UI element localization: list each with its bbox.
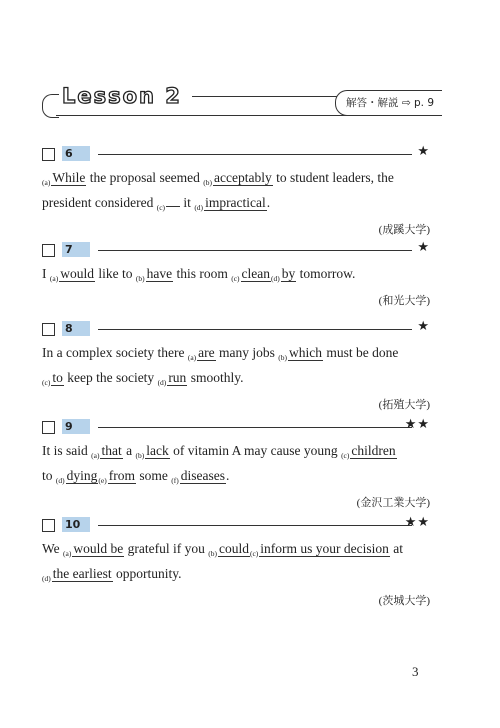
difficulty-stars: ★★ xyxy=(404,515,430,530)
option-label: (b) xyxy=(135,451,145,460)
underlined-option: run xyxy=(168,370,187,385)
problem-header xyxy=(42,419,430,437)
sentence-line xyxy=(42,264,430,289)
sentence-text: . xyxy=(266,195,271,210)
problem-rule xyxy=(98,329,412,330)
sentence-line xyxy=(42,168,430,193)
sentence-text: It is said xyxy=(42,443,92,458)
option-label: (a) xyxy=(187,353,197,362)
option-label: (b) xyxy=(278,353,288,362)
sentence-text: many jobs xyxy=(215,345,279,360)
difficulty-stars: ★★ xyxy=(404,417,430,432)
problem-header xyxy=(42,146,430,164)
underlined-option: which xyxy=(289,345,323,360)
option-label: (c) xyxy=(231,274,240,283)
underlined-option: lack xyxy=(146,443,169,458)
sentence-text: like to xyxy=(94,266,136,281)
sentence-text: In a complex society there xyxy=(42,345,188,360)
sentence-line xyxy=(42,193,430,218)
underlined-option: that xyxy=(101,443,122,458)
problem-9 xyxy=(42,419,430,511)
problem-rule xyxy=(98,250,412,251)
sentence-line xyxy=(42,539,430,564)
sentence-text: must be done xyxy=(323,345,399,360)
underlined-option: clean xyxy=(241,266,271,281)
sentence-text: I xyxy=(42,266,50,281)
underlined-option: While xyxy=(52,170,86,185)
sentence-text: to student leaders, the xyxy=(272,170,394,185)
page-number: 3 xyxy=(412,664,419,679)
option-label: (b) xyxy=(135,274,145,283)
problem-number: 6 xyxy=(62,146,90,161)
option-label: (d) xyxy=(271,274,280,283)
underlined-option: would xyxy=(60,266,94,281)
source-university: (茨城大学) xyxy=(378,595,430,607)
source-university: (金沢工業大学) xyxy=(356,497,430,509)
problem-header xyxy=(42,242,430,260)
option-label: (f) xyxy=(171,476,179,485)
blank-option xyxy=(166,206,180,207)
underlined-option: would be xyxy=(73,541,124,556)
sentence-text: keep the society xyxy=(63,370,158,385)
problem-checkbox[interactable] xyxy=(42,323,55,336)
option-label: (e) xyxy=(98,476,107,485)
sentence-text: some xyxy=(135,468,172,483)
option-label: (a) xyxy=(42,178,51,187)
underlined-option: impractical xyxy=(205,195,266,210)
problem-rule xyxy=(98,525,412,526)
sentence-text: the proposal seemed xyxy=(86,170,204,185)
sentence-line xyxy=(42,343,430,368)
underlined-option: dying xyxy=(66,468,98,483)
sentence-text: . xyxy=(225,468,230,483)
problem-checkbox[interactable] xyxy=(42,244,55,257)
problem-8 xyxy=(42,321,430,413)
underlined-option: from xyxy=(108,468,135,483)
option-label: (c) xyxy=(249,549,259,558)
source-university: (拓殖大学) xyxy=(378,399,430,411)
answer-reference: 解答・解説 ⇨ p. 9 xyxy=(335,90,442,116)
sentence-text: president considered xyxy=(42,195,157,210)
lesson-title: Lesson 2 xyxy=(62,84,182,108)
sentence-line xyxy=(42,466,430,491)
sentence-line xyxy=(42,564,430,589)
option-label: (a) xyxy=(91,451,100,460)
option-label: (a) xyxy=(63,549,72,558)
underlined-option: acceptably xyxy=(214,170,272,185)
option-label: (c) xyxy=(156,203,166,212)
problem-number: 8 xyxy=(62,321,90,336)
problem-checkbox[interactable] xyxy=(42,519,55,532)
sentence-line xyxy=(42,368,430,393)
sentence-text: this room xyxy=(173,266,232,281)
option-label: (d) xyxy=(157,378,167,387)
problem-number: 10 xyxy=(62,517,90,532)
problem-7 xyxy=(42,242,430,309)
problem-rule xyxy=(98,427,412,428)
underlined-option: children xyxy=(351,443,396,458)
problem-number: 7 xyxy=(62,242,90,257)
option-label: (b) xyxy=(203,178,213,187)
sentence-text: of vitamin A may cause young xyxy=(169,443,342,458)
source-university: (成蹊大学) xyxy=(378,224,430,236)
difficulty-stars: ★ xyxy=(417,319,430,334)
problem-header xyxy=(42,517,430,535)
sentence-text: grateful if you xyxy=(124,541,209,556)
option-label: (b) xyxy=(208,549,217,558)
problem-6 xyxy=(42,146,430,238)
difficulty-stars: ★ xyxy=(417,240,430,255)
sentence-text: tomorrow. xyxy=(296,266,356,281)
option-label: (d) xyxy=(55,476,65,485)
sentence-text: opportunity. xyxy=(112,566,182,581)
option-label: (c) xyxy=(341,451,350,460)
source-university: (和光大学) xyxy=(378,295,430,307)
sentence-text: a xyxy=(122,443,136,458)
sentence-text: smoothly. xyxy=(187,370,244,385)
sentence-text: at xyxy=(389,541,404,556)
sentence-text: it xyxy=(180,195,195,210)
underlined-option: diseases xyxy=(180,468,225,483)
difficulty-stars: ★ xyxy=(417,144,430,159)
underlined-option: have xyxy=(146,266,173,281)
option-label: (c) xyxy=(42,378,51,387)
sentence-text: to xyxy=(42,468,56,483)
problem-checkbox[interactable] xyxy=(42,421,55,434)
problem-checkbox[interactable] xyxy=(42,148,55,161)
underlined-option: could xyxy=(218,541,249,556)
sentence-text: We xyxy=(42,541,64,556)
problem-rule xyxy=(98,154,412,155)
problem-header xyxy=(42,321,430,339)
underlined-option: are xyxy=(198,345,215,360)
option-label: (a) xyxy=(49,274,59,283)
underlined-option: to xyxy=(52,370,63,385)
option-label: (d) xyxy=(194,203,204,212)
option-label: (d) xyxy=(42,574,51,583)
sentence-line xyxy=(42,441,430,466)
underlined-option: inform us your decision xyxy=(260,541,389,556)
underlined-option: by xyxy=(281,266,296,281)
problem-10 xyxy=(42,517,430,609)
problem-number: 9 xyxy=(62,419,90,434)
underlined-option: the earliest xyxy=(52,566,112,581)
lesson-header xyxy=(42,84,442,120)
